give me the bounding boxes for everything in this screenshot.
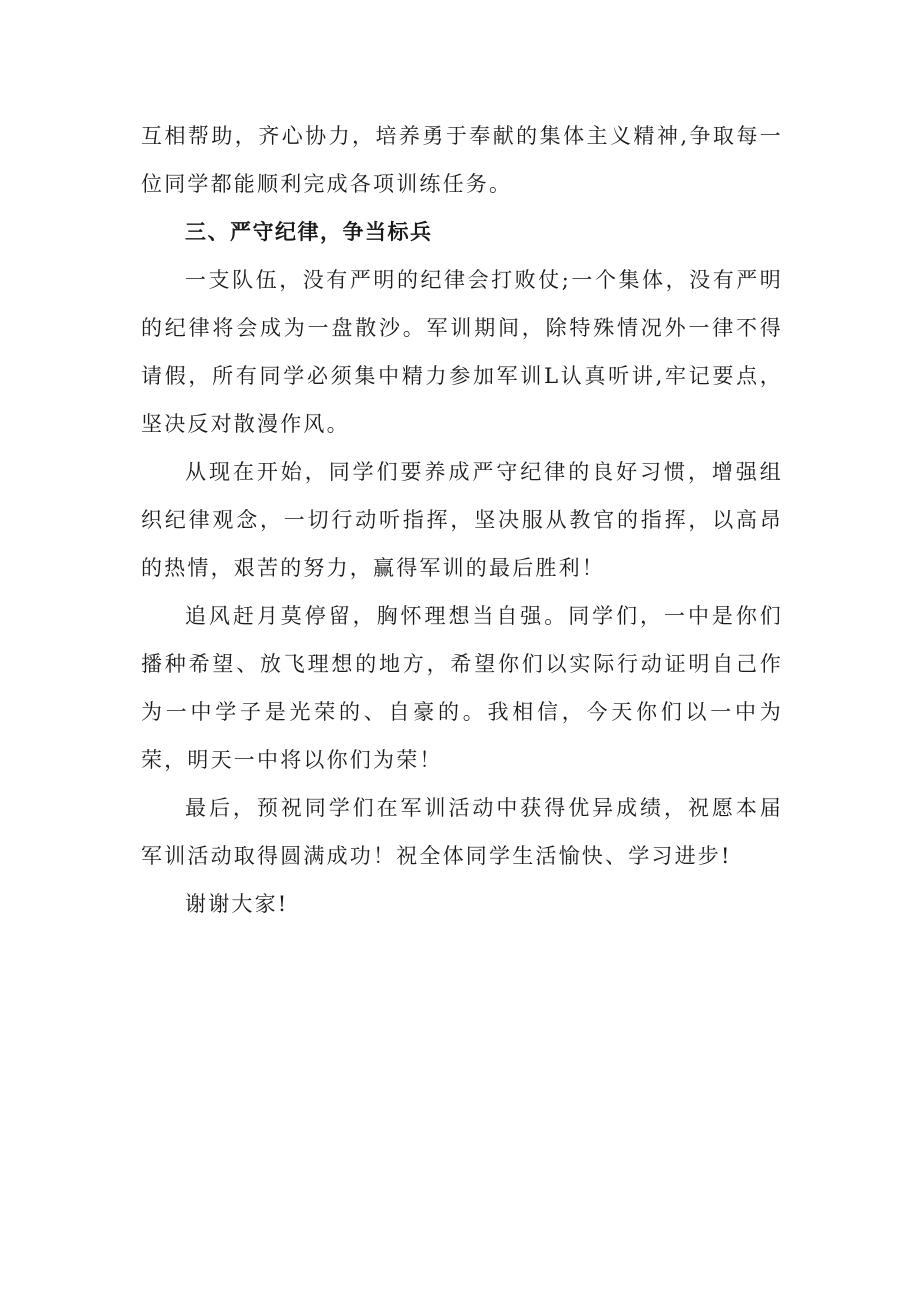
paragraph-habits: 从现在开始，同学们要养成严守纪律的良好习惯，增强组织纪律观念，一切行动听指挥，坚决服从教官的指挥，以高昂的热情，艰苦的努力，赢得军训的最后胜利！ bbox=[141, 460, 783, 580]
paragraph-thanks: 谢谢大家! bbox=[185, 892, 289, 916]
paragraph-discipline: 一支队伍，没有严明的纪律会打败仗;一个集体，没有严明的纪律将会成为一盘散沙。军训期间，除特殊情况外一律不得请假，所有同学必须集中精力参加军训L认真听讲,牢记要点，坚决反对散漫作风。 bbox=[141, 268, 783, 436]
paragraph-ideals: 追风赶月莫停留，胸怀理想当自强。同学们，一中是你们播种希望、放飞理想的地方，希望你们以实际行动证明自己作为一中学子是光荣的、自豪的。我相信，今天你们以一中为荣，明天一中将以你们为荣！ bbox=[141, 604, 783, 772]
paragraph-continuation: 互相帮助，齐心协力，培养勇于奉献的集体主义精神,争取每一位同学都能顺利完成各项训练任务。 bbox=[141, 124, 783, 196]
section-heading: 三、严守纪律，争当标兵 bbox=[185, 220, 433, 244]
paragraph-wishes: 最后，预祝同学们在军训活动中获得优异成绩，祝愿本届军训活动取得圆满成功！祝全体同学生活愉快、学习进步! bbox=[141, 796, 783, 868]
document-body bbox=[141, 112, 783, 928]
